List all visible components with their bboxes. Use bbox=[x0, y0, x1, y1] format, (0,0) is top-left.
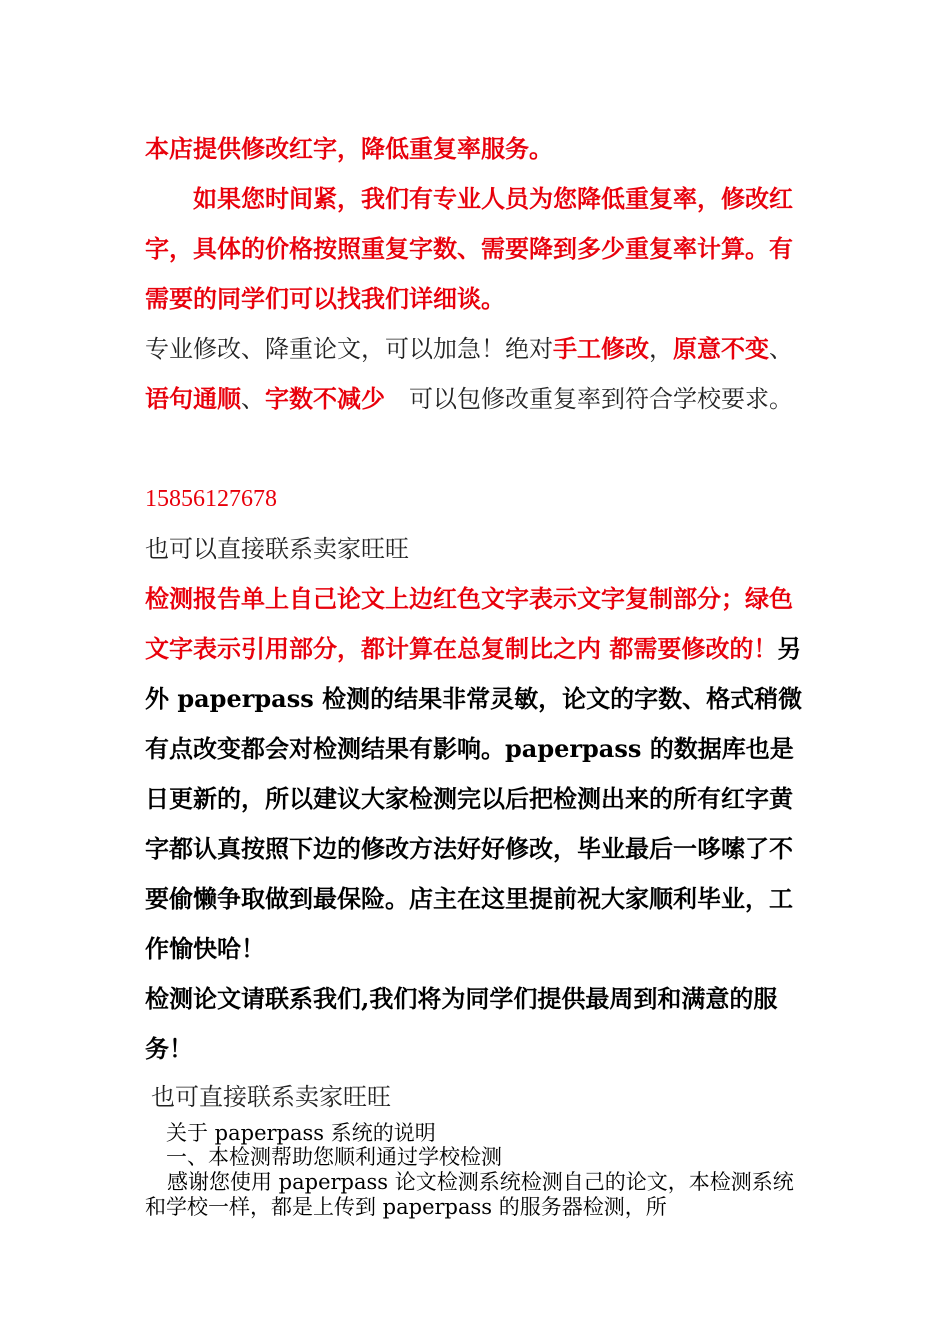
highlight-fluent: 语句通顺 bbox=[145, 384, 241, 413]
contact-service-paragraph: 检测论文请联系我们,我们将为同学们提供最周到和满意的服务！ bbox=[145, 984, 778, 1063]
contact-seller-line: 也可以直接联系卖家旺旺 bbox=[145, 535, 409, 563]
highlight-meaning: 原意不变 bbox=[673, 334, 769, 363]
highlight-manual: 手工修改 bbox=[553, 334, 649, 363]
contact-seller-line-2: 也可直接联系卖家旺旺 bbox=[151, 1083, 391, 1111]
separator: 、 bbox=[769, 335, 793, 363]
phone-number: 15856127678 bbox=[145, 486, 277, 512]
time-urgent-paragraph: 如果您时间紧，我们有专业人员为您降低重复率，修改红字，具体的价格按照重复字数、需要降到多少重复率计算。有需要的同学们可以找我们详细谈。 bbox=[145, 184, 793, 313]
report-black-text: 另外 paperpass 检测的结果非常灵敏，论文的字数、格式稍微有点改变都会对检测结果有影响。paperpass 的数据库也是日更新的，所以建议大家检测完以后把检测出来的所有红字黄字都认真按照下边的修改方法好好修改，毕业最后一哆嗦了不要偷懒争取做到最保险。店主在这里提前祝大家顺利毕业，工作愉快哈！ bbox=[145, 634, 803, 963]
separator: ， bbox=[649, 335, 673, 363]
manual-revision-paragraph bbox=[145, 324, 805, 424]
report-red-text: 检测报告单上自己论文上边红色文字表示文字复制部分；绿色文字表示引用部分，都计算在总复制比之内 都需要修改的！ bbox=[145, 584, 793, 663]
report-explanation-paragraph bbox=[145, 574, 805, 974]
plain-text: 专业修改、降重论文，可以加急！绝对 bbox=[145, 335, 553, 363]
separator: 、 bbox=[241, 385, 265, 413]
plain-text: 可以包修改重复率到符合学校要求。 bbox=[385, 385, 793, 413]
service-intro-paragraph: 本店提供修改红字，降低重复率服务。 bbox=[145, 134, 553, 163]
section-heading: 一、本检测帮助您顺利通过学校检测 bbox=[166, 1145, 502, 1169]
thanks-paragraph: 感谢您使用 paperpass 论文检测系统检测自己的论文，本检测系统和学校一样，都是上传到 paperpass 的服务器检测，所 bbox=[145, 1170, 794, 1219]
about-title: 关于 paperpass 系统的说明 bbox=[166, 1121, 436, 1145]
highlight-wordcount: 字数不减少 bbox=[265, 384, 385, 413]
